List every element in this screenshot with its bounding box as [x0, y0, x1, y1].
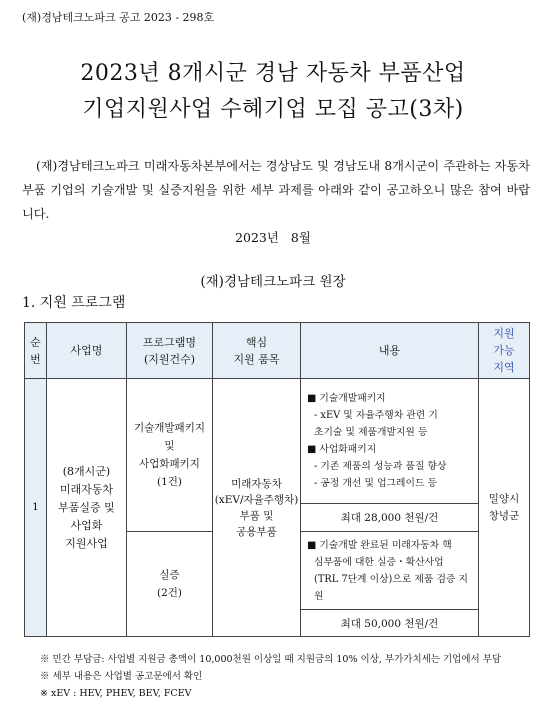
header-no: 순번: [25, 323, 47, 379]
amount-package: 최대 28,000 천원/건: [301, 504, 479, 532]
content-package: [301, 379, 479, 504]
program-table: [24, 322, 530, 637]
title-line-1: 2023년 8개시군 경남 자동차 부품산업: [80, 61, 466, 86]
header-project: 사업명: [47, 323, 127, 379]
footnote: ※ xEV : HEV, PHEV, BEV, FCEV: [40, 688, 192, 699]
title-line-2: 기업지원사업 수혜기업 모집 공고(3차): [82, 97, 464, 122]
program-package: 기술개발패키지 및 사업화패키지 (1건): [127, 379, 213, 532]
content-heading: ■ 사업화패키지: [307, 444, 377, 455]
table-row: [25, 379, 530, 504]
footnotes: [40, 651, 501, 702]
project-name: (8개시군) 미래자동차 부품실증 및 사업화 지원사업: [47, 379, 127, 637]
region: 밀양시 창녕군: [479, 379, 530, 637]
announcement-body: (재)경남테크노파크 미래자동차본부에서는 경상남도 및 경남도내 8개시군이 주관하는 자동차 부품 기업의 기술개발 및 실증지원을 위한 세부 과제를 아래와 같이 공고하오니 많은 참여 바랍니다.: [22, 159, 530, 221]
program-demo: 실증 (2건): [127, 532, 213, 637]
content-line: (TRL 7단계 이상)으로 제품 검증 지원: [314, 573, 468, 602]
content-heading: ■ 기술개발 완료된 미래자동차 핵: [307, 539, 452, 551]
header-program: 프로그램명 (지원건수): [127, 323, 213, 379]
content-heading: ■ 기술개발패키지: [307, 393, 386, 404]
header-item: 핵심 지원 품목: [213, 323, 301, 379]
content-line: - 기존 제품의 성능과 품질 향상: [314, 461, 447, 472]
signer: (재)경남테크노파크 원장: [200, 274, 346, 290]
content-demo: [301, 532, 479, 610]
header-content: 내용: [301, 323, 479, 379]
content-line: - 공정 개선 및 업그레이드 등: [314, 478, 437, 489]
table-header-row: [25, 323, 530, 379]
content-line: - xEV 및 자율주행차 관련 기: [314, 410, 438, 421]
footnote: ※ 세부 내용은 사업별 공고문에서 확인: [40, 671, 203, 682]
document-number: (재)경남테크노파크 공고 2023 - 298호: [22, 11, 215, 24]
row-number: 1: [25, 379, 47, 637]
content-line: 초기술 및 제품개발지원 등: [314, 427, 428, 438]
announcement-date: 2023년 8월: [235, 230, 311, 245]
header-region: 지원 가능 지역: [479, 323, 530, 379]
footnote: ※ 민간 부담금: 사업별 지원금 총액이 10,000천원 이상일 때 지원금의 10% 이상, 부가가치세는 기업에서 부담: [40, 654, 502, 665]
section-title: 1. 지원 프로그램: [22, 295, 126, 311]
content-line: 심부품에 대한 실증・확산사업: [314, 556, 444, 568]
support-item: 미래자동차 (xEV/자율주행차) 부품 및 공용부품: [213, 379, 301, 637]
amount-demo: 최대 50,000 천원/건: [301, 610, 479, 637]
